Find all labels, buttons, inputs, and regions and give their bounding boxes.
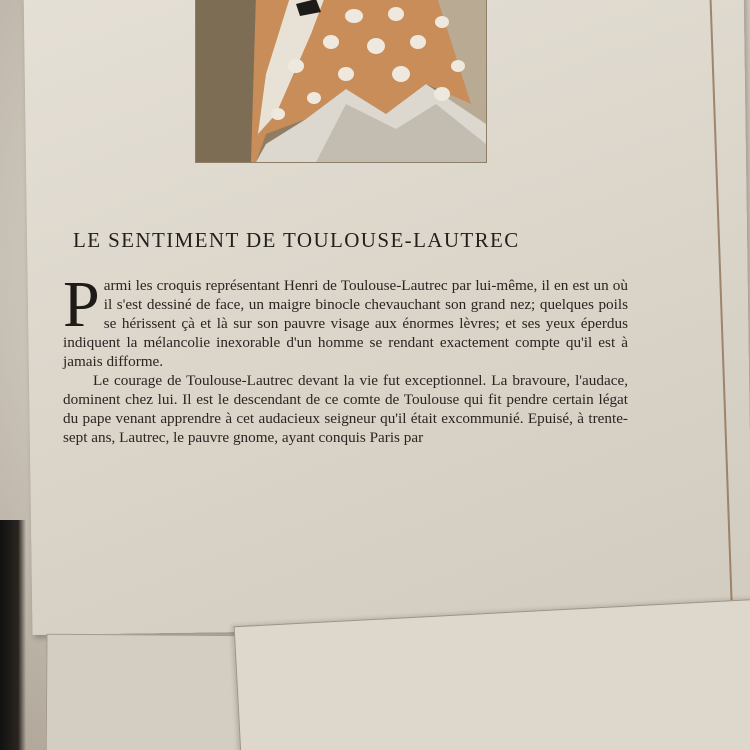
paragraph-1 — [63, 268, 628, 371]
illustration-plate — [196, 0, 486, 162]
paragraph-1-text: armi les croquis représentant Henri de Toulouse-Lautrec par lui-même, il en est un où il s'est dessiné de face, un maigre binocle chevauchant son grand nez; quelques poils se hérissent çà et là sur son pauvre visage aux énormes lèvres; et ses yeux éperdus indiquent la mélancolie inexorable d'un homme se rendant exactement compte qu'il est à jamais difforme. — [63, 277, 628, 370]
foreground-shadow — [0, 520, 26, 750]
drop-cap: P — [63, 268, 100, 341]
chapter-heading: LE SENTIMENT DE TOULOUSE-LAUTREC — [73, 228, 520, 252]
paragraph-2: Le courage de Toulouse-Lautrec devant la vie fut exceptionnel. La bravoure, l'audace, dominent chez lui. Il est le descendant de ce comte de Toulouse qui fit pendre certain légat du pape venant apprendre à cet audacieux seigneur qu'il était excommunié. Epuisé, à trente-sept ans, Lautrec, le pauvre gnome, ayant conquis Paris par — [63, 372, 628, 446]
page-edge-line — [709, 0, 733, 615]
polka-dot-dress-painting — [196, 0, 486, 162]
body-text — [63, 268, 628, 447]
